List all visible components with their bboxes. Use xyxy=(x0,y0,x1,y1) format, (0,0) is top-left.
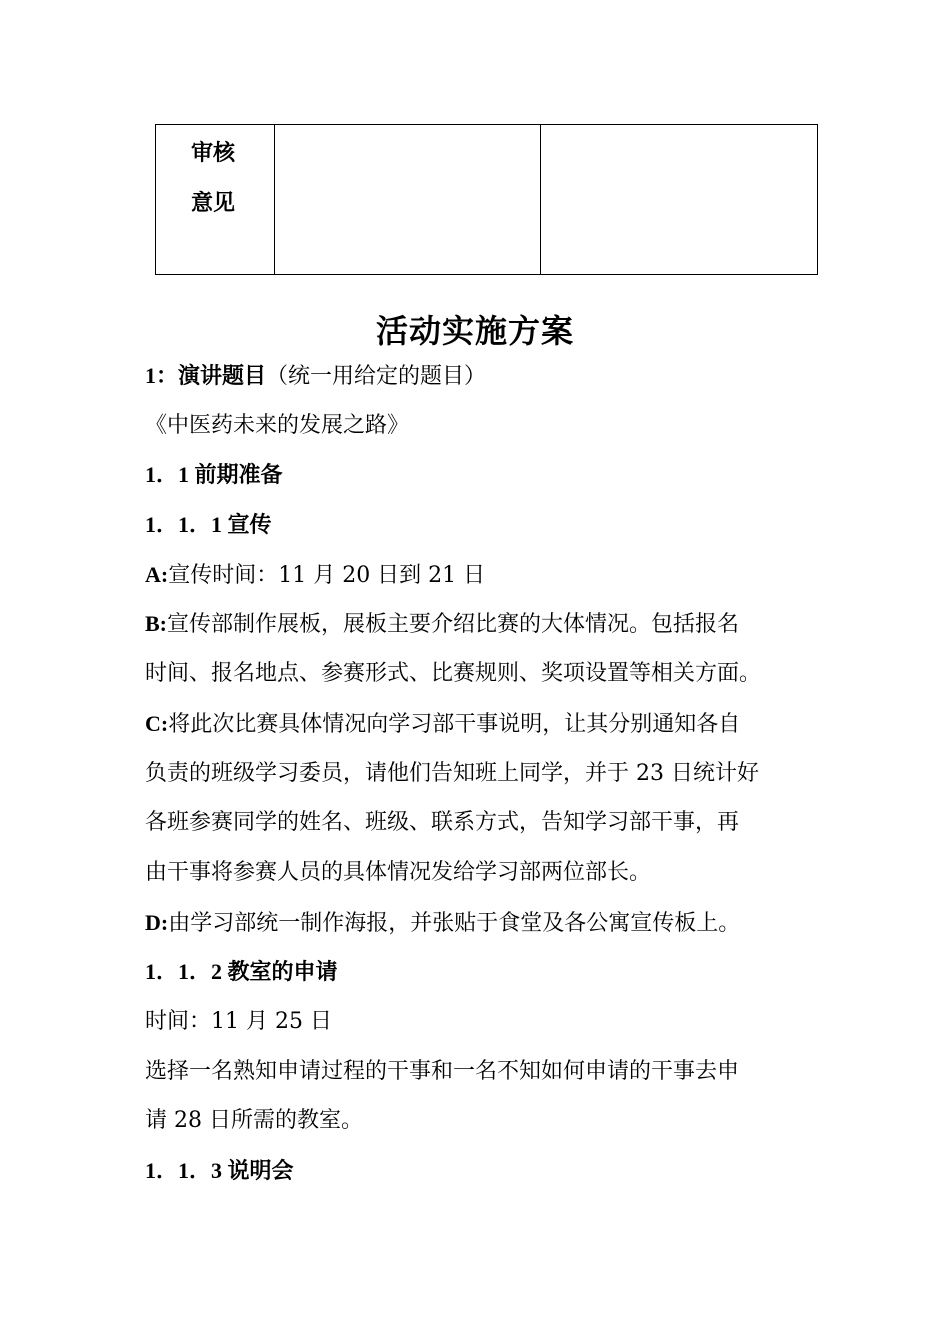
item-b-line1 xyxy=(145,599,815,649)
item-label: A: xyxy=(145,561,169,587)
review-label-cell xyxy=(156,125,275,275)
item-label: B: xyxy=(145,611,167,637)
heading-text: 前期准备 xyxy=(194,463,283,489)
section-1-heading xyxy=(145,351,815,401)
item-text: 宣传时间：11 月 20 日到 21 日 xyxy=(168,562,486,588)
page-title: 活动实施方案 xyxy=(375,312,574,350)
heading-1-1-2 xyxy=(145,947,815,997)
review-label-line2: 意见 xyxy=(190,191,235,216)
heading-number: 1．1．2 xyxy=(145,959,228,985)
heading-1-1-3 xyxy=(145,1146,815,1196)
item-b-line2: 时间、报名地点、参赛形式、比赛规则、奖项设置等相关方面。 xyxy=(145,661,762,687)
heading-1-1-1 xyxy=(145,500,815,550)
item-text: 将此次比赛具体情况向学习部干事说明，让其分别通知各自 xyxy=(168,711,741,737)
item-label: D: xyxy=(145,909,169,935)
application-time: 时间：11 月 25 日 xyxy=(145,1008,332,1034)
review-signature-cell xyxy=(541,125,818,275)
heading-text: 教室的申请 xyxy=(227,960,338,986)
heading-number: 1．1．1 xyxy=(145,512,228,538)
review-table xyxy=(155,124,818,275)
heading-text: 说明会 xyxy=(227,1159,294,1184)
item-label: C: xyxy=(145,710,169,736)
item-c-line1 xyxy=(145,699,815,749)
item-c-line4: 由干事将参赛人员的具体情况发给学习部两位部长。 xyxy=(145,859,652,885)
heading-number: 1．1．3 xyxy=(145,1158,228,1183)
application-line2: 请 28 日所需的教室。 xyxy=(145,1108,363,1134)
heading-number: 1．1 xyxy=(145,462,195,488)
item-text: 宣传部制作展板，展板主要介绍比赛的大体情况。包括报名 xyxy=(167,612,740,638)
speech-topic: 《中医药未来的发展之路》 xyxy=(145,412,410,438)
item-a xyxy=(145,550,815,600)
item-c-line3: 各班参赛同学的姓名、班级、联系方式，告知学习部干事，再 xyxy=(145,810,740,836)
application-line1: 选择一名熟知申请过程的干事和一名不知如何申请的干事去申 xyxy=(145,1058,740,1084)
item-d xyxy=(145,898,815,948)
heading-1-1 xyxy=(145,450,815,500)
item-text: 由学习部统一制作海报，并张贴于食堂及各公寓宣传板上。 xyxy=(168,910,741,936)
section-number: 1： xyxy=(145,363,179,388)
item-c-line2: 负责的班级学习委员，请他们告知班上同学，并于 23 日统计好 xyxy=(145,760,759,786)
review-label-line1: 审核 xyxy=(190,141,235,166)
review-blank-cell xyxy=(275,125,541,275)
section-heading: 演讲题目 xyxy=(178,364,267,389)
section-note: （统一用给定的题目） xyxy=(266,364,487,389)
heading-text: 宣传 xyxy=(227,513,272,539)
document-body xyxy=(145,351,815,1196)
